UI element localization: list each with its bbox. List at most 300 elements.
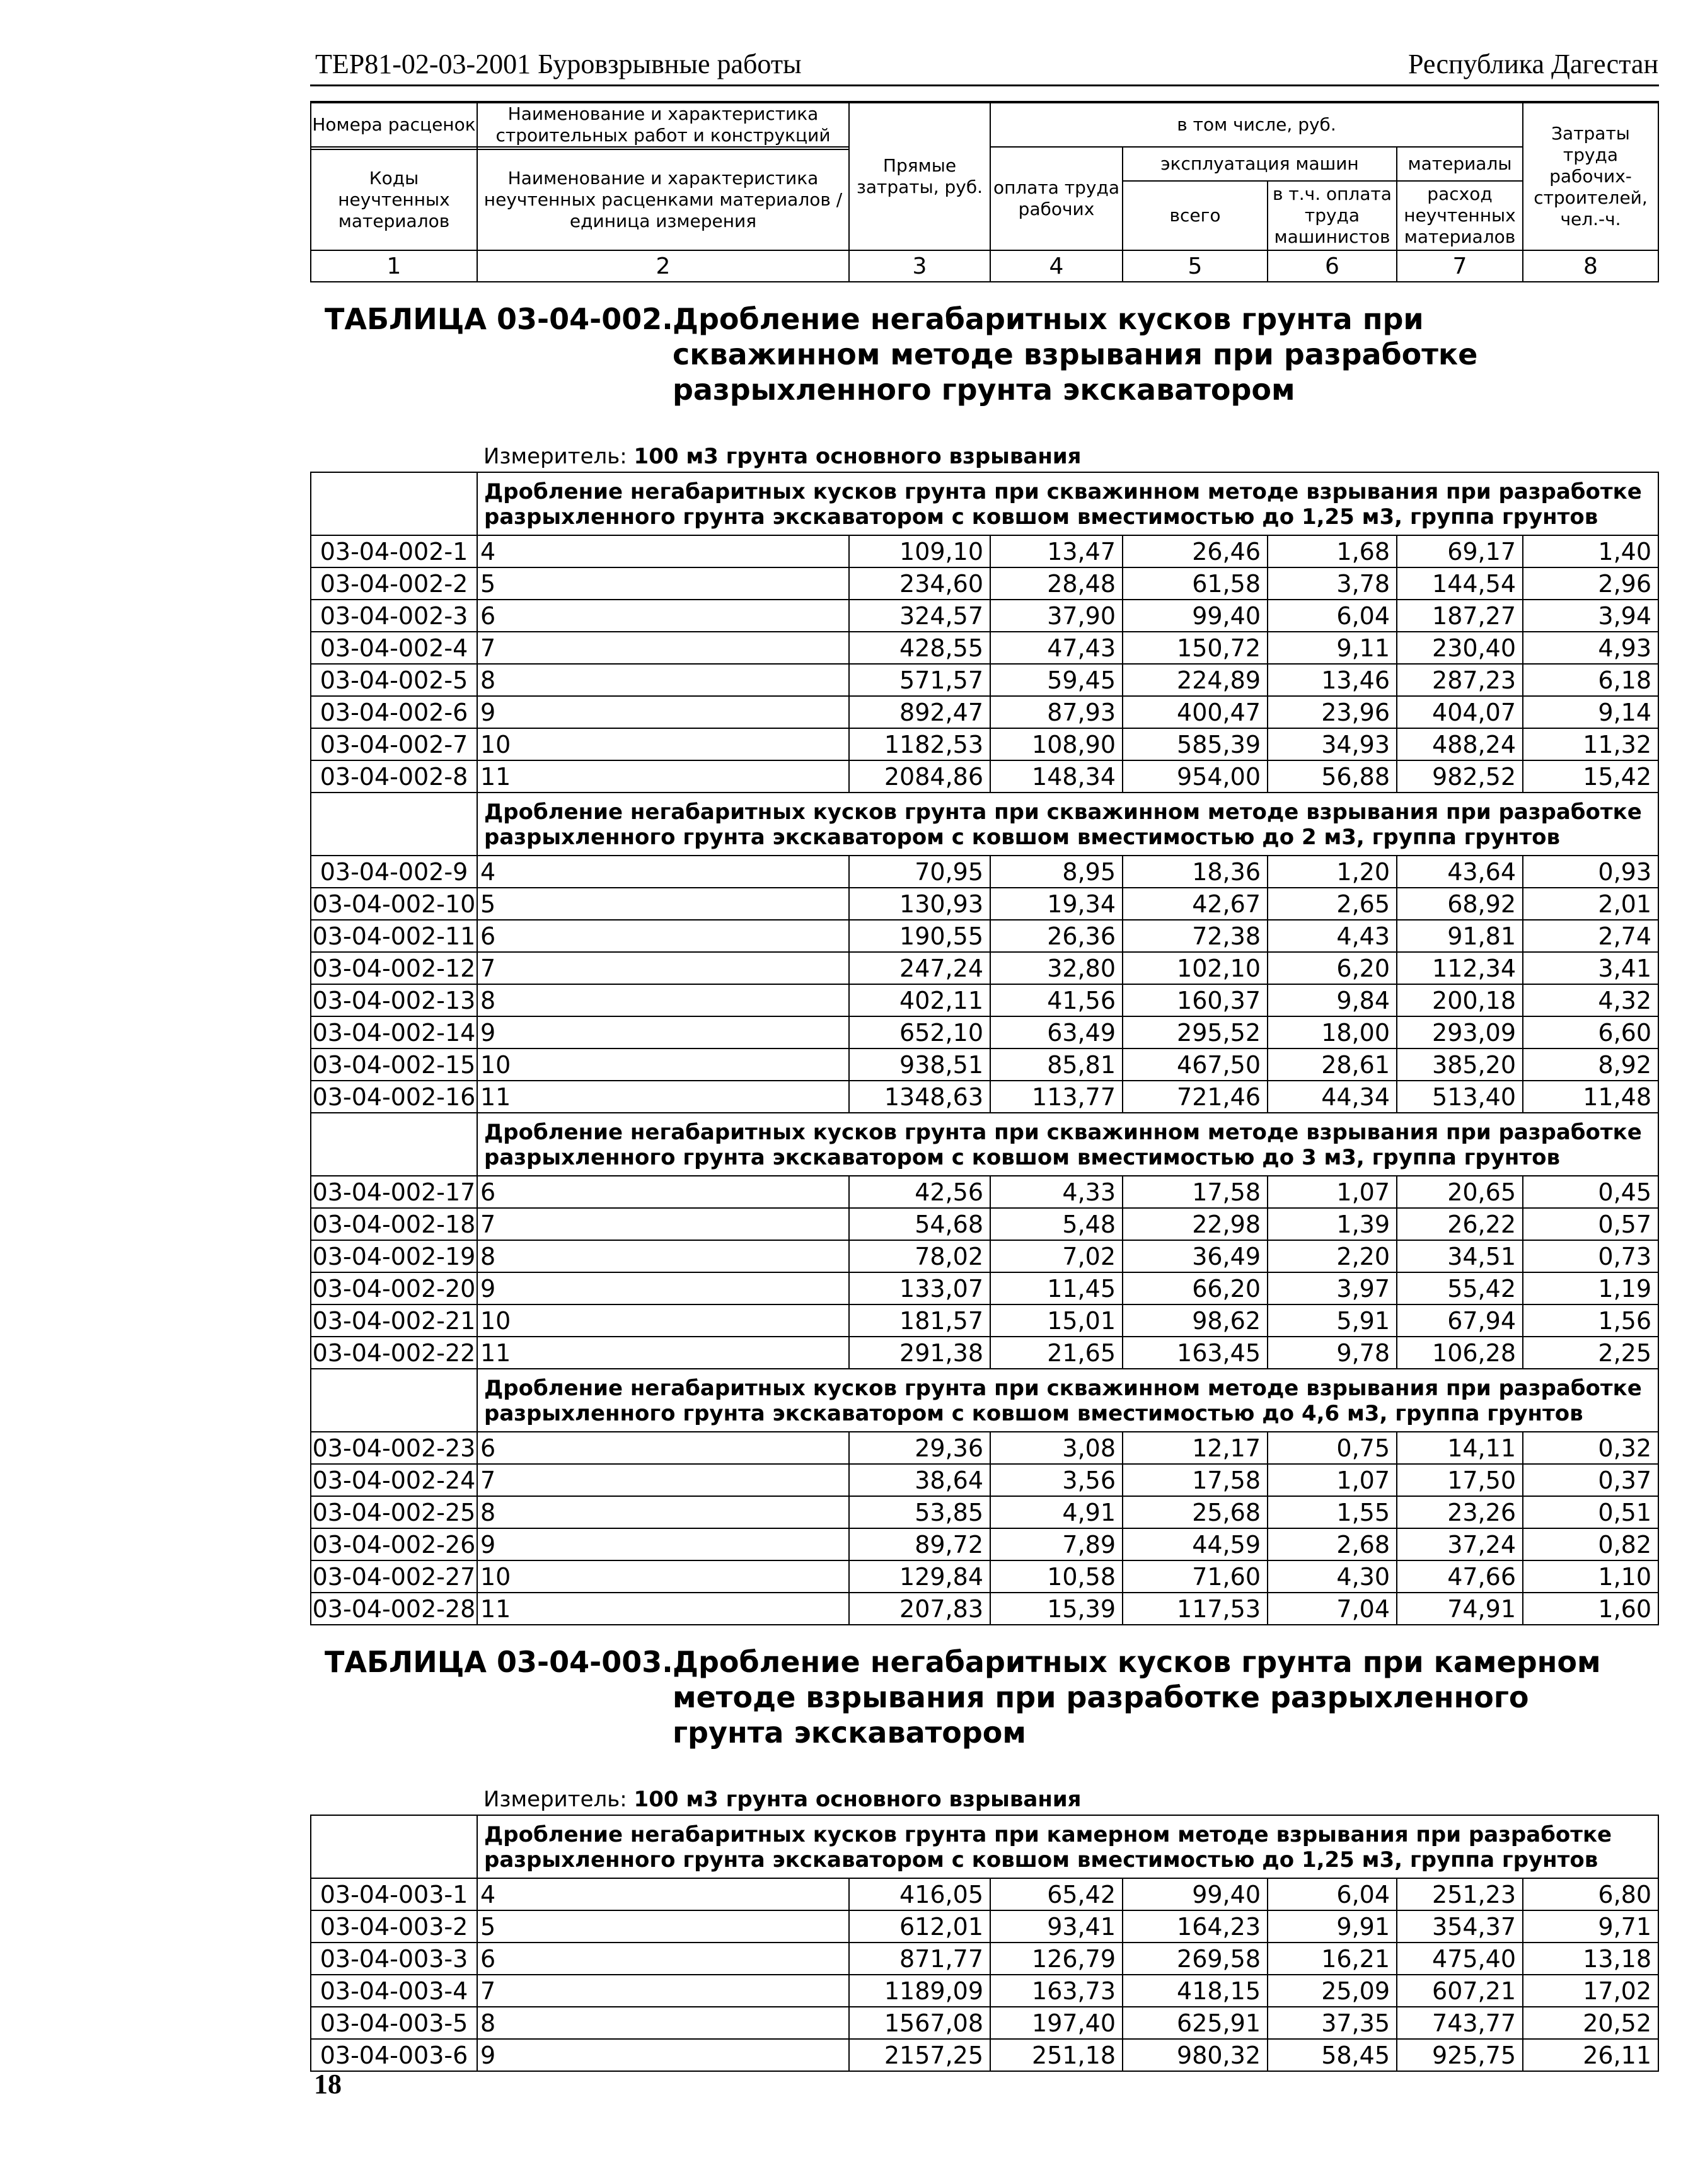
rate-code: 03-04-002-9 [311,856,477,888]
rate-code: 03-04-002-21 [311,1304,477,1337]
column-number-row [311,250,1658,282]
machine-total: 25,68 [1123,1496,1268,1528]
soil-group: 4 [477,535,849,567]
column-number: 3 [849,250,990,282]
rate-code: 03-04-002-24 [311,1464,477,1496]
labor-hours: 8,92 [1523,1048,1658,1081]
labor-pay: 7,89 [990,1528,1123,1560]
labor-pay: 163,73 [990,1975,1123,2007]
soil-group: 8 [477,984,849,1016]
soil-group: 7 [477,1975,849,2007]
machine-total: 17,58 [1123,1464,1268,1496]
labor-hours: 11,48 [1523,1081,1658,1113]
labor-pay: 59,45 [990,664,1123,696]
table-row [311,856,1658,888]
direct-cost: 234,60 [849,567,990,600]
table-row [311,1878,1658,1910]
direct-cost: 109,10 [849,535,990,567]
direct-cost: 70,95 [849,856,990,888]
table-row [311,952,1658,984]
machine-total: 150,72 [1123,632,1268,664]
materials-cost: 354,37 [1397,1910,1523,1943]
section-title: Дробление негабаритных кусков грунта при скважинном методе взрывания при разработке разрыхленного грунта экскаватором с ковшом вместимостью до 2 м3, группа грунтов [477,793,1658,856]
direct-cost: 2157,25 [849,2039,990,2071]
table-row [311,1176,1658,1208]
rate-code: 03-04-002-3 [311,600,477,632]
rate-code: 03-04-003-4 [311,1975,477,2007]
table-row [311,1593,1658,1625]
section-title: Дробление негабаритных кусков грунта при скважинном методе взрывания при разработке разрыхленного грунта экскаватором с ковшом вместимостью до 1,25 м3, группа грунтов [477,472,1658,535]
table-title-row [311,1625,1658,1815]
soil-group: 11 [477,1081,849,1113]
rate-code: 03-04-002-6 [311,696,477,728]
operator-pay: 2,65 [1268,888,1397,920]
rate-code: 03-04-002-8 [311,760,477,793]
labor-pay: 8,95 [990,856,1123,888]
operator-pay: 9,84 [1268,984,1397,1016]
soil-group: 9 [477,1528,849,1560]
column-number: 8 [1523,250,1658,282]
machine-total: 269,58 [1123,1943,1268,1975]
rate-code: 03-04-003-2 [311,1910,477,1943]
table-row [311,664,1658,696]
labor-hours: 1,10 [1523,1560,1658,1593]
table-row [311,1910,1658,1943]
labor-hours: 3,94 [1523,600,1658,632]
labor-pay: 32,80 [990,952,1123,984]
soil-group: 9 [477,1272,849,1304]
machine-total: 66,20 [1123,1272,1268,1304]
section-code-blank [311,1369,477,1432]
operator-pay: 28,61 [1268,1048,1397,1081]
column-number: 2 [477,250,849,282]
direct-cost: 247,24 [849,952,990,984]
rate-code: 03-04-002-17 [311,1176,477,1208]
labor-pay: 21,65 [990,1337,1123,1369]
operator-pay: 6,20 [1268,952,1397,984]
table-row [311,1432,1658,1464]
col4-head: оплата труда рабочих [990,147,1123,250]
operator-pay: 13,46 [1268,664,1397,696]
soil-group: 8 [477,1240,849,1272]
materials-cost: 23,26 [1397,1496,1523,1528]
rate-code: 03-04-003-3 [311,1943,477,1975]
soil-group: 7 [477,1208,849,1240]
labor-hours: 26,11 [1523,2039,1658,2071]
materials-cost: 488,24 [1397,728,1523,760]
labor-pay: 85,81 [990,1048,1123,1081]
column-number: 5 [1123,250,1268,282]
materials-cost: 20,65 [1397,1176,1523,1208]
table-label: ТАБЛИЦА 03-04-002. [325,302,673,336]
materials-cost: 925,75 [1397,2039,1523,2071]
labor-pay: 15,39 [990,1593,1123,1625]
soil-group: 9 [477,1016,849,1048]
table-row [311,1943,1658,1975]
table-row [311,1528,1658,1560]
machines-head: эксплуатация машин [1123,147,1397,181]
direct-cost: 892,47 [849,696,990,728]
labor-pay: 113,77 [990,1081,1123,1113]
section-title-row [311,472,1658,535]
labor-hours: 13,18 [1523,1943,1658,1975]
table-row [311,920,1658,952]
machine-total: 12,17 [1123,1432,1268,1464]
machine-total: 467,50 [1123,1048,1268,1081]
col6-head: в т.ч. оплата труда машинистов [1268,181,1397,250]
labor-hours: 3,41 [1523,952,1658,984]
direct-cost: 133,07 [849,1272,990,1304]
soil-group: 7 [477,632,849,664]
operator-pay: 1,68 [1268,535,1397,567]
direct-cost: 324,57 [849,600,990,632]
labor-pay: 63,49 [990,1016,1123,1048]
machine-total: 22,98 [1123,1208,1268,1240]
rate-code: 03-04-002-11 [311,920,477,952]
direct-cost: 652,10 [849,1016,990,1048]
materials-cost: 200,18 [1397,984,1523,1016]
soil-group: 7 [477,1464,849,1496]
materials-cost: 230,40 [1397,632,1523,664]
materials-cost: 287,23 [1397,664,1523,696]
soil-group: 9 [477,2039,849,2071]
rate-code: 03-04-003-5 [311,2007,477,2039]
soil-group: 8 [477,1496,849,1528]
direct-cost: 1182,53 [849,728,990,760]
labor-pay: 10,58 [990,1560,1123,1593]
column-number: 6 [1268,250,1397,282]
labor-pay: 148,34 [990,760,1123,793]
soil-group: 5 [477,567,849,600]
col1-head-bottom: Коды неучтенных материалов [311,149,477,250]
table-row [311,1496,1658,1528]
direct-cost: 42,56 [849,1176,990,1208]
section-title-row [311,793,1658,856]
machine-total: 99,40 [1123,1878,1268,1910]
direct-cost: 428,55 [849,632,990,664]
operator-pay: 16,21 [1268,1943,1397,1975]
column-number: 4 [990,250,1123,282]
rate-code: 03-04-003-6 [311,2039,477,2071]
soil-group: 6 [477,600,849,632]
labor-pay: 65,42 [990,1878,1123,1910]
labor-hours: 6,80 [1523,1878,1658,1910]
materials-cost: 69,17 [1397,535,1523,567]
direct-cost: 89,72 [849,1528,990,1560]
machine-total: 36,49 [1123,1240,1268,1272]
materials-cost: 47,66 [1397,1560,1523,1593]
soil-group: 11 [477,1337,849,1369]
operator-pay: 4,43 [1268,920,1397,952]
table-title-box [311,1625,1658,1815]
labor-hours: 9,71 [1523,1910,1658,1943]
machine-total: 625,91 [1123,2007,1268,2039]
operator-pay: 37,35 [1268,2007,1397,2039]
direct-cost: 938,51 [849,1048,990,1081]
table-title-cell [311,282,1658,472]
machine-total: 99,40 [1123,600,1268,632]
labor-pay: 41,56 [990,984,1123,1016]
labor-hours: 0,45 [1523,1176,1658,1208]
labor-hours: 6,18 [1523,664,1658,696]
materials-cost: 293,09 [1397,1016,1523,1048]
table-row [311,1560,1658,1593]
section-code-blank [311,793,477,856]
direct-cost: 1348,63 [849,1081,990,1113]
labor-hours: 1,40 [1523,535,1658,567]
machine-total: 42,67 [1123,888,1268,920]
rate-code: 03-04-002-25 [311,1496,477,1528]
table-title-cell [311,1625,1658,1815]
soil-group: 6 [477,1176,849,1208]
labor-pay: 15,01 [990,1304,1123,1337]
materials-cost: 106,28 [1397,1337,1523,1369]
direct-cost: 53,85 [849,1496,990,1528]
labor-pay: 126,79 [990,1943,1123,1975]
materials-cost: 607,21 [1397,1975,1523,2007]
operator-pay: 58,45 [1268,2039,1397,2071]
operator-pay: 34,93 [1268,728,1397,760]
col2-head-bottom: Наименование и характеристика неучтенных расценками материалов / единица измерения [477,149,849,250]
materials-cost: 475,40 [1397,1943,1523,1975]
rate-code: 03-04-002-1 [311,535,477,567]
labor-hours: 0,37 [1523,1464,1658,1496]
rate-code: 03-04-002-5 [311,664,477,696]
operator-pay: 23,96 [1268,696,1397,728]
operator-pay: 1,20 [1268,856,1397,888]
direct-cost: 190,55 [849,920,990,952]
table-row [311,696,1658,728]
labor-hours: 2,01 [1523,888,1658,920]
table-row [311,728,1658,760]
labor-hours: 0,73 [1523,1240,1658,1272]
materials-cost: 404,07 [1397,696,1523,728]
rate-code: 03-04-002-26 [311,1528,477,1560]
direct-cost: 612,01 [849,1910,990,1943]
labor-pay: 13,47 [990,535,1123,567]
column-number: 7 [1397,250,1523,282]
materials-cost: 982,52 [1397,760,1523,793]
labor-pay: 3,56 [990,1464,1123,1496]
measure-label: Измеритель: [483,1787,627,1812]
table-row [311,888,1658,920]
operator-pay: 2,20 [1268,1240,1397,1272]
materials-cost: 17,50 [1397,1464,1523,1496]
machine-total: 71,60 [1123,1560,1268,1593]
soil-group: 5 [477,1910,849,1943]
machine-total: 26,46 [1123,535,1268,567]
operator-pay: 6,04 [1268,600,1397,632]
labor-hours: 20,52 [1523,2007,1658,2039]
operator-pay: 2,68 [1268,1528,1397,1560]
labor-pay: 28,48 [990,567,1123,600]
table-row [311,1048,1658,1081]
materials-cost: 55,42 [1397,1272,1523,1304]
machine-total: 418,15 [1123,1975,1268,2007]
materials-cost: 91,81 [1397,920,1523,952]
materials-cost: 37,24 [1397,1528,1523,1560]
table-row [311,1208,1658,1240]
soil-group: 11 [477,760,849,793]
labor-hours: 1,60 [1523,1593,1658,1625]
soil-group: 9 [477,696,849,728]
operator-pay: 56,88 [1268,760,1397,793]
labor-hours: 2,74 [1523,920,1658,952]
rate-code: 03-04-002-4 [311,632,477,664]
soil-group: 8 [477,2007,849,2039]
operator-pay: 9,78 [1268,1337,1397,1369]
operator-pay: 3,97 [1268,1272,1397,1304]
labor-pay: 4,91 [990,1496,1123,1528]
header-rule [310,84,1659,86]
col8-head: Затраты труда рабочих-строителей, чел.-ч. [1523,102,1658,250]
rate-code: 03-04-002-14 [311,1016,477,1048]
materials-head: материалы [1397,147,1523,181]
soil-group: 6 [477,920,849,952]
machine-total: 954,00 [1123,760,1268,793]
operator-pay: 7,04 [1268,1593,1397,1625]
machine-total: 98,62 [1123,1304,1268,1337]
machine-total: 17,58 [1123,1176,1268,1208]
labor-pay: 93,41 [990,1910,1123,1943]
soil-group: 10 [477,1560,849,1593]
operator-pay: 5,91 [1268,1304,1397,1337]
direct-cost: 38,64 [849,1464,990,1496]
table-row [311,984,1658,1016]
labor-hours: 0,51 [1523,1496,1658,1528]
incl-head: в том числе, руб. [990,102,1523,147]
section-title: Дробление негабаритных кусков грунта при камерном методе взрывания при разработке разрыхленного грунта экскаватором с ковшом вместимостью до 1,25 м3, группа грунтов [477,1815,1658,1878]
operator-pay: 18,00 [1268,1016,1397,1048]
soil-group: 6 [477,1943,849,1975]
operator-pay: 4,30 [1268,1560,1397,1593]
direct-cost: 571,57 [849,664,990,696]
labor-hours: 15,42 [1523,760,1658,793]
direct-cost: 871,77 [849,1943,990,1975]
labor-pay: 3,08 [990,1432,1123,1464]
soil-group: 4 [477,1878,849,1910]
soil-group: 10 [477,1304,849,1337]
machine-total: 224,89 [1123,664,1268,696]
machine-total: 295,52 [1123,1016,1268,1048]
direct-cost: 78,02 [849,1240,990,1272]
labor-pay: 5,48 [990,1208,1123,1240]
labor-pay: 87,93 [990,696,1123,728]
labor-hours: 17,02 [1523,1975,1658,2007]
labor-hours: 0,57 [1523,1208,1658,1240]
direct-cost: 54,68 [849,1208,990,1240]
rate-code: 03-04-002-18 [311,1208,477,1240]
machine-total: 44,59 [1123,1528,1268,1560]
soil-group: 4 [477,856,849,888]
direct-cost: 207,83 [849,1593,990,1625]
table-row [311,1304,1658,1337]
labor-hours: 11,32 [1523,728,1658,760]
rate-code: 03-04-002-15 [311,1048,477,1081]
machine-total: 585,39 [1123,728,1268,760]
labor-pay: 26,36 [990,920,1123,952]
soil-group: 10 [477,728,849,760]
rate-code: 03-04-002-22 [311,1337,477,1369]
col2-head-top: Наименование и характеристика строительных работ и конструкций [477,102,849,147]
soil-group: 8 [477,664,849,696]
rate-code: 03-04-002-2 [311,567,477,600]
direct-cost: 1189,09 [849,1975,990,2007]
table-row [311,600,1658,632]
materials-cost: 67,94 [1397,1304,1523,1337]
operator-pay: 25,09 [1268,1975,1397,2007]
soil-group: 7 [477,952,849,984]
table-title: Дробление негабаритных кусков грунта при скважинном методе взрывания при разработке разрыхленного грунта экскаватором [673,302,1478,407]
direct-cost: 130,93 [849,888,990,920]
materials-cost: 43,64 [1397,856,1523,888]
operator-pay: 9,11 [1268,632,1397,664]
operator-pay: 1,55 [1268,1496,1397,1528]
labor-hours: 0,93 [1523,856,1658,888]
direct-cost: 29,36 [849,1432,990,1464]
labor-hours: 0,32 [1523,1432,1658,1464]
labor-hours: 4,93 [1523,632,1658,664]
table-row [311,1081,1658,1113]
header-right: Республика Дагестан [1407,49,1658,79]
rate-code: 03-04-002-19 [311,1240,477,1272]
labor-pay: 19,34 [990,888,1123,920]
labor-pay: 11,45 [990,1272,1123,1304]
table-row [311,2039,1658,2071]
rate-code: 03-04-003-1 [311,1878,477,1910]
labor-pay: 197,40 [990,2007,1123,2039]
rate-code: 03-04-002-27 [311,1560,477,1593]
rate-code: 03-04-002-23 [311,1432,477,1464]
direct-cost: 402,11 [849,984,990,1016]
labor-hours: 4,32 [1523,984,1658,1016]
labor-pay: 251,18 [990,2039,1123,2071]
materials-cost: 14,11 [1397,1432,1523,1464]
materials-cost: 112,34 [1397,952,1523,984]
machine-total: 160,37 [1123,984,1268,1016]
machine-total: 18,36 [1123,856,1268,888]
operator-pay: 3,78 [1268,567,1397,600]
direct-cost: 129,84 [849,1560,990,1593]
rate-code: 03-04-002-28 [311,1593,477,1625]
materials-cost: 385,20 [1397,1048,1523,1081]
table-label: ТАБЛИЦА 03-04-003. [325,1645,673,1679]
materials-cost: 513,40 [1397,1081,1523,1113]
page-number: 18 [314,2069,342,2100]
labor-pay: 47,43 [990,632,1123,664]
operator-pay: 6,04 [1268,1878,1397,1910]
col5-head: всего [1123,181,1268,250]
direct-cost: 181,57 [849,1304,990,1337]
section-title-row [311,1815,1658,1878]
labor-pay: 37,90 [990,600,1123,632]
materials-cost: 743,77 [1397,2007,1523,2039]
soil-group: 6 [477,1432,849,1464]
materials-cost: 34,51 [1397,1240,1523,1272]
table-row [311,1464,1658,1496]
operator-pay: 1,07 [1268,1176,1397,1208]
running-header [314,45,1658,86]
machine-total: 721,46 [1123,1081,1268,1113]
table-row [311,1240,1658,1272]
machine-total: 102,10 [1123,952,1268,984]
table-row [311,567,1658,600]
col3-head: Прямые затраты, руб. [849,102,990,250]
operator-pay: 1,07 [1268,1464,1397,1496]
materials-cost: 26,22 [1397,1208,1523,1240]
machine-total: 61,58 [1123,567,1268,600]
measure-value: 100 м3 грунта основного взрывания [633,1787,1082,1812]
